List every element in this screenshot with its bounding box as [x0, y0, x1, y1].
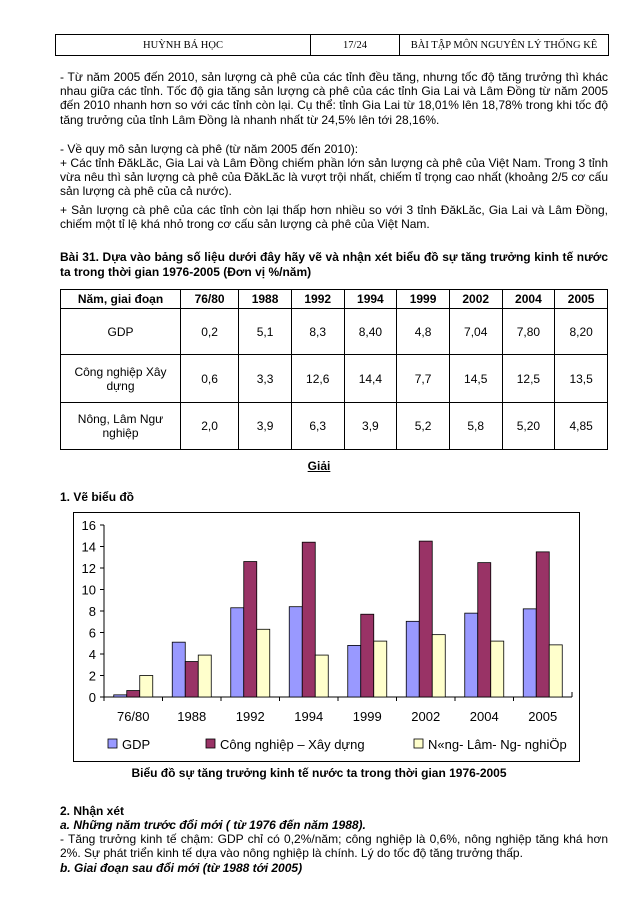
- table-header-cell: 1999: [397, 290, 450, 309]
- y-tick-label: 6: [88, 625, 96, 641]
- bar: [348, 645, 361, 697]
- table-cell: 7,04: [449, 309, 502, 355]
- table-cell: 3,3: [239, 355, 292, 403]
- table-row-label: Nông, Lâm Ngư nghiệp: [61, 403, 181, 450]
- bar: [127, 691, 140, 697]
- intro-paragraph-2: - Về quy mô sản lượng cà phê (từ năm 2005 đến 2010):: [60, 142, 359, 156]
- solution-title: Giải: [307, 459, 331, 473]
- exercise-statement: Bài 31. Dựa vào bảng số liệu dưới đây hãy vẽ và nhận xét biểu đồ sự tăng trưởng kinh tế nước ta trong thời gian 1976-2005 (Đơn vị %/năm): [60, 250, 608, 279]
- table-cell: 6,3: [291, 403, 344, 450]
- growth-bar-chart: [73, 512, 580, 762]
- table-header-cell: Năm, giai đoạn: [61, 290, 181, 309]
- legend-label: Công nghiệp – Xây dựng: [220, 737, 365, 752]
- table-cell: 5,1: [239, 309, 292, 355]
- table-cell: 4,8: [397, 309, 450, 355]
- y-tick-label: 8: [88, 604, 96, 619]
- y-tick-label: 10: [81, 582, 96, 598]
- bar: [289, 607, 302, 697]
- table-header-cell: 2002: [449, 290, 502, 309]
- table-cell: 5,2: [397, 403, 450, 450]
- bar: [536, 552, 549, 697]
- bar: [244, 562, 257, 697]
- intro-paragraph-4: + Sản lượng cà phê của các tỉnh còn lại thấp hơn nhiều so với 3 tỉnh ĐăkLăc, Gia Lai và Lâm Đồng, chiếm một tỉ lệ khá nhỏ trong cơ cấu sản lượng cà phê của Việt Nam.: [60, 203, 608, 232]
- y-tick-label: 2: [88, 668, 96, 684]
- subsection-a-heading: a. Những năm trước đổi mới ( từ 1976 đến năm 1988).: [60, 818, 366, 832]
- table-row: [61, 355, 608, 403]
- table-cell: 0,6: [181, 355, 239, 403]
- table-cell: 12,5: [502, 355, 555, 403]
- bar: [523, 609, 536, 697]
- bar: [406, 621, 419, 697]
- table-cell: 7,7: [397, 355, 450, 403]
- table-header-cell: 2004: [502, 290, 555, 309]
- x-tick-label: 1992: [235, 709, 265, 724]
- table-cell: 8,20: [555, 309, 608, 355]
- bar: [114, 695, 127, 697]
- bar: [549, 645, 562, 697]
- x-tick-label: 76/80: [116, 709, 150, 724]
- section-1-heading: 1. Vẽ biểu đồ: [60, 490, 135, 504]
- table-cell: 2,0: [181, 403, 239, 450]
- page-header: [55, 34, 609, 56]
- table-cell: 5,8: [449, 403, 502, 450]
- bar: [198, 655, 211, 697]
- bar: [172, 642, 185, 697]
- growth-data-table: [60, 289, 608, 450]
- bar: [491, 641, 504, 697]
- y-tick-label: 4: [88, 647, 96, 662]
- table-cell: 5,20: [502, 403, 555, 450]
- table-cell: 12,6: [291, 355, 344, 403]
- table-header-cell: 1994: [344, 290, 397, 309]
- legend-label: GDP: [122, 737, 151, 752]
- bar: [374, 641, 387, 697]
- bar: [231, 608, 244, 697]
- x-tick-label: 2004: [469, 709, 499, 724]
- y-tick-label: 16: [81, 518, 96, 533]
- y-tick-label: 0: [88, 690, 96, 705]
- y-tick-label: 12: [81, 561, 96, 576]
- subsection-a-paragraph: - Tăng trưởng kinh tế chậm: GDP chỉ có 0,2%/năm; công nghiệp là 0,6%, nông nghiệp tăng khá hơn 2%. Sự phát triển kinh tế dựa vào nông nghiệp là chính. Lý do tốc độ tăng trưởng thấp.: [60, 832, 608, 861]
- table-header-cell: 1988: [239, 290, 292, 309]
- table-cell: 8,3: [291, 309, 344, 355]
- header-author: HUỲNH BÁ HỌC: [56, 35, 311, 55]
- bar: [478, 563, 491, 697]
- intro-paragraph-1: - Từ năm 2005 đến 2010, sản lượng cà phê của các tỉnh đều tăng, nhưng tốc độ tăng trưởng thì khác nhau giữa các tỉnh. Tốc độ gia tăng sản lượng cà phê của các tỉnh Gia Lai và Lâm Đồng từ năm 2005 đến 2010 nhanh hơn so với các tỉnh còn lại. Cụ thể: tỉnh Gia Lai từ 18,01% lên 18,78% trong khi tốc độ tăng trưởng của tỉnh Lâm Đồng là nhanh nhất từ 24,5% lên tới 28,16%.: [60, 70, 608, 127]
- table-row-label: GDP: [61, 309, 181, 355]
- table-header-cell: 1992: [291, 290, 344, 309]
- table-cell: 3,9: [344, 403, 397, 450]
- bar: [432, 635, 445, 697]
- table-row: [61, 309, 608, 355]
- table-cell: 3,9: [239, 403, 292, 450]
- table-header-row: [61, 290, 608, 309]
- legend-label: N«ng- Lâm- Ng- nghiÖp: [428, 737, 567, 752]
- x-tick-label: 1999: [352, 709, 382, 724]
- legend-swatch: [414, 739, 423, 748]
- bar: [361, 614, 374, 697]
- table-row-label: Công nghiệp Xây dựng: [61, 355, 181, 403]
- table-cell: 8,40: [344, 309, 397, 355]
- chart-svg: [74, 513, 579, 761]
- table-cell: 13,5: [555, 355, 608, 403]
- table-cell: 14,4: [344, 355, 397, 403]
- table-cell: 14,5: [449, 355, 502, 403]
- table-row: [61, 403, 608, 450]
- table-cell: 0,2: [181, 309, 239, 355]
- y-tick-label: 14: [81, 539, 96, 555]
- legend-swatch: [108, 739, 117, 748]
- header-page-number: 17/24: [311, 35, 400, 55]
- x-tick-label: 1988: [177, 709, 207, 724]
- table-header-cell: 76/80: [181, 290, 239, 309]
- bar: [140, 676, 153, 698]
- bar: [302, 542, 315, 697]
- bar: [185, 662, 198, 697]
- subsection-b-heading: b. Giai đoạn sau đổi mới (từ 1988 tới 2005): [60, 861, 303, 875]
- bar: [465, 613, 478, 697]
- chart-caption: Biểu đồ sự tăng trưởng kinh tế nước ta trong thời gian 1976-2005: [131, 766, 507, 780]
- section-2-heading: 2. Nhận xét: [60, 804, 125, 818]
- bar: [419, 541, 432, 697]
- legend-swatch: [206, 739, 215, 748]
- bar: [315, 655, 328, 697]
- x-tick-label: 2005: [528, 709, 558, 724]
- table-cell: 7,80: [502, 309, 555, 355]
- header-subject: BÀI TẬP MÔN NGUYÊN LÝ THỐNG KÊ: [410, 39, 598, 51]
- table-cell: 4,85: [555, 403, 608, 450]
- table-header-cell: 2005: [555, 290, 608, 309]
- intro-paragraph-3: + Các tỉnh ĐăkLăc, Gia Lai và Lâm Đồng chiếm phần lớn sản lượng cà phê của Việt Nam. Trong 3 tỉnh vừa nêu thì sản lượng cà phê của ĐăkLăc là vượt trội nhất, chiếm tỉ trọng cao nhất (khoảng 2/5 cơ cấu sản lượng cà phê của cả nước).: [60, 156, 608, 199]
- x-tick-label: 2002: [411, 709, 441, 724]
- bar: [257, 629, 270, 697]
- x-tick-label: 1994: [294, 709, 324, 724]
